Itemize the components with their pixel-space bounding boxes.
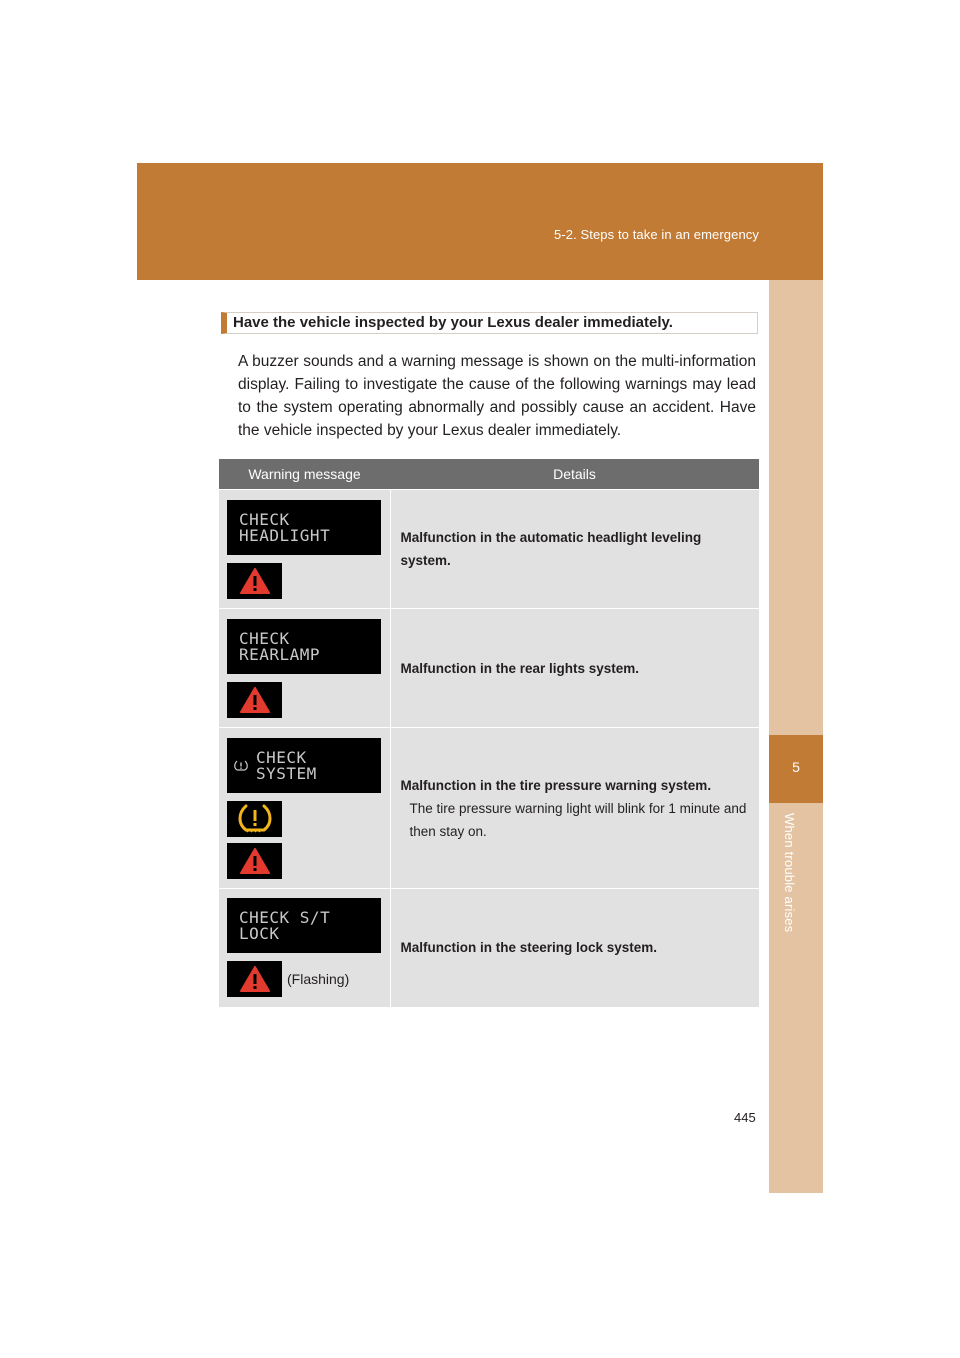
warning-images-cell <box>219 609 390 728</box>
detail-text: Malfunction in the rear lights system. <box>400 660 640 676</box>
chapter-number-box <box>769 735 823 803</box>
page-number: 445 <box>734 1110 756 1125</box>
section-heading-text: Have the vehicle inspected by your Lexus dealer immediately. <box>233 314 673 331</box>
table-row <box>219 728 759 889</box>
display-line: HEADLIGHT <box>239 525 331 545</box>
display-line: SYSTEM <box>256 763 317 783</box>
table-row <box>219 490 759 609</box>
detail-subtext: The tire pressure warning light will blink for 1 minute and then stay on. <box>409 800 747 839</box>
col-header-details: Details <box>390 459 759 490</box>
flashing-note: (Flashing) <box>287 971 350 988</box>
header-band <box>137 163 823 280</box>
detail-text: Malfunction in the steering lock system. <box>400 940 658 956</box>
detail-cell <box>390 609 759 728</box>
tire-pressure-icon <box>227 801 282 837</box>
display-line: REARLAMP <box>239 644 321 664</box>
tire-pressure-mini-icon <box>234 760 248 772</box>
section-title: 5-2. Steps to take in an emergency <box>553 227 759 242</box>
display-line: CHECK S/T <box>239 908 331 928</box>
detail-cell <box>390 728 759 889</box>
master-warning-icon <box>227 843 282 879</box>
chapter-number: 5 <box>792 759 800 775</box>
chapter-label: When trouble arises <box>782 813 797 933</box>
warning-images-cell <box>219 490 390 609</box>
detail-text: Malfunction in the automatic headlight leveling system. <box>400 530 702 568</box>
message-display <box>227 619 381 674</box>
warning-message-table <box>219 459 759 1007</box>
master-warning-icon <box>227 961 282 997</box>
detail-cell <box>390 889 759 1007</box>
message-display <box>227 898 381 953</box>
table-row <box>219 889 759 1007</box>
detail-text: Malfunction in the tire pressure warning system. <box>400 777 712 793</box>
table-row <box>219 609 759 728</box>
display-line: LOCK <box>239 924 280 944</box>
detail-cell <box>390 490 759 609</box>
message-display <box>227 500 381 555</box>
section-heading <box>221 312 758 334</box>
display-line: CHECK <box>239 628 290 648</box>
display-line: CHECK <box>239 509 290 529</box>
col-header-warning-message: Warning message <box>219 459 390 490</box>
warning-images-cell <box>219 728 390 889</box>
message-display <box>227 738 381 793</box>
master-warning-icon <box>227 682 282 718</box>
master-warning-icon <box>227 563 282 599</box>
intro-paragraph: A buzzer sounds and a warning message is shown on the multi-information display. Failing to investigate the cause of the following warnings may lead to the system operating abnormally and possibly cause an accident. Have the vehicle inspected by your Lexus dealer immediately. <box>238 353 756 439</box>
display-line: CHECK <box>256 747 307 767</box>
warning-images-cell <box>219 889 390 1007</box>
table-header-row <box>219 459 759 490</box>
